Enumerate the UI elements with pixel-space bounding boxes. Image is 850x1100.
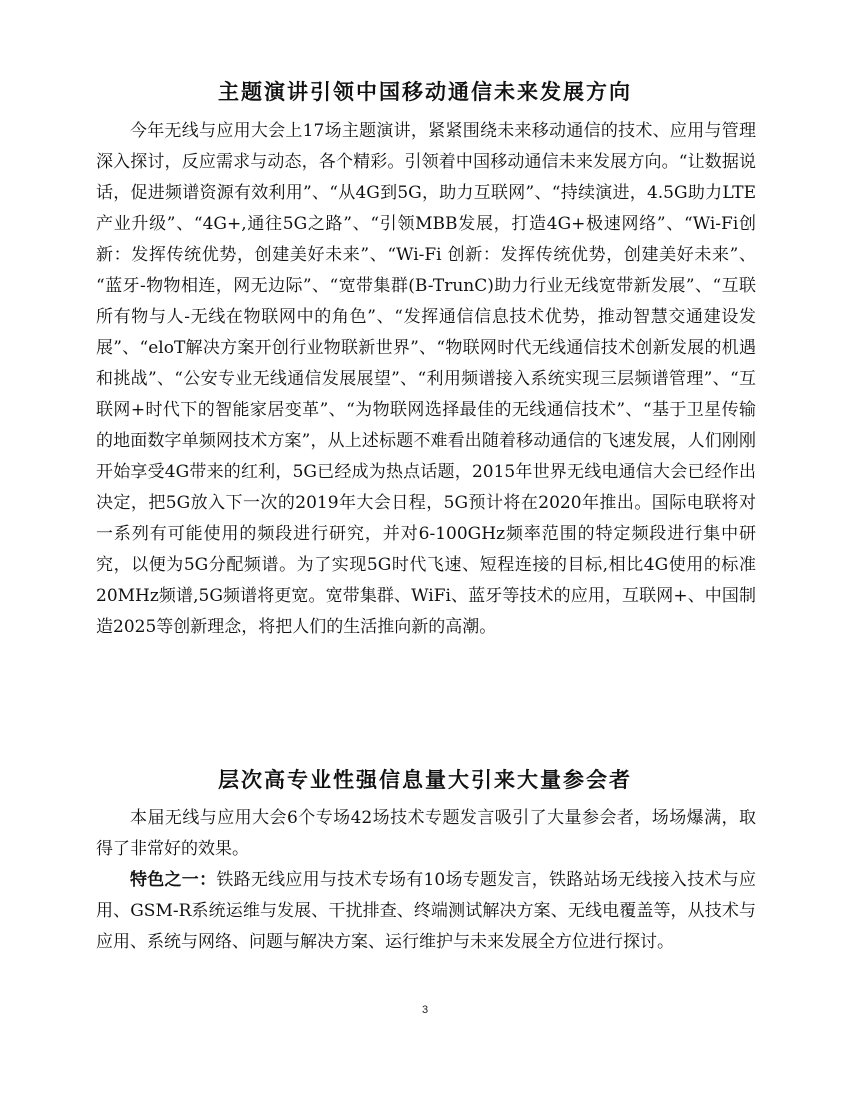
page-number: 3 xyxy=(421,1004,429,1016)
feature-paragraph xyxy=(96,865,756,958)
section-heading-attendees: 层次高专业性强信息量大引来大量参会者 xyxy=(218,768,632,792)
section-heading-keynotes: 主题演讲引领中国移动通信未来发展方向 xyxy=(218,80,632,104)
feature-text: 铁路无线应用与技术专场有10场专题发言，铁路站场无线接入技术与应用、GSM-R系统运维与发展、干扰排查、终端测试解决方案、无线电覆盖等，从技术与应用、系统与网络、问题与解决方案、运行维护与未来发展全方位进行探讨。 xyxy=(96,870,756,952)
feature-label: 特色之一： xyxy=(130,870,217,890)
attendees-paragraph: 本届无线与应用大会6个专场42场技术专题发言吸引了大量参会者，场场爆满，取得了非常好的效果。 xyxy=(96,808,756,859)
keynotes-paragraph: 今年无线与应用大会上17场主题演讲，紧紧围绕未来移动通信的技术、应用与管理深入探讨，反应需求与动态，各个精彩。引领着中国移动通信未来发展方向。“让数据说话，促进频谱资源有效利用”、“从4G到5G，助力互联网”、“持续演进，4.5G助力LTE产业升级”、“4G+,通往5G之路”、“引领MBB发展，打造4G+极速网络”、“Wi-Fi创新：发挥传统优势，创建美好未来”、“Wi-Fi 创新：发挥传统优势，创建美好未来”、 “蓝牙-物物相连，网无边际”、“宽带集群(B-TrunC)助力行业无线宽带新发展”、“互联所有物与人-无线在物联网中的角色”、“发挥通信信息技术优势，推动智慧交通建设发展”、“eloT解决方案开创行业物联新世界”、“物联网时代无线通信技术创新发展的机遇和挑战”、“公安专业无线通信发展展望”、“利用频谱接入系统实现三层频谱管理”、“互联网+时代下的智能家居变革”、“为物联网选择最佳的无线通信技术”、“基于卫星传输的地面数字单频网技术方案”，从上述标题不难看出随着移动通信的飞速发展，人们刚刚开始享受4G带来的红利，5G已经成为热点话题，2015年世界无线电通信大会已经作出决定，把5G放入下一次的2019年大会日程，5G预计将在2020年推出。国际电联将对一系列有可能使用的频段进行研究，并对6-100GHz频率范围的特定频段进行集中研究，以便为5G分配频谱。为了实现5G时代飞速、短程连接的目标,相比4G使用的标准20MHz频谱,5G频谱将更宽。宽带集群、WiFi、蓝牙等技术的应用，互联网+、中国制造2025等创新理念，将把人们的生活推向新的高潮。 xyxy=(96,121,756,637)
